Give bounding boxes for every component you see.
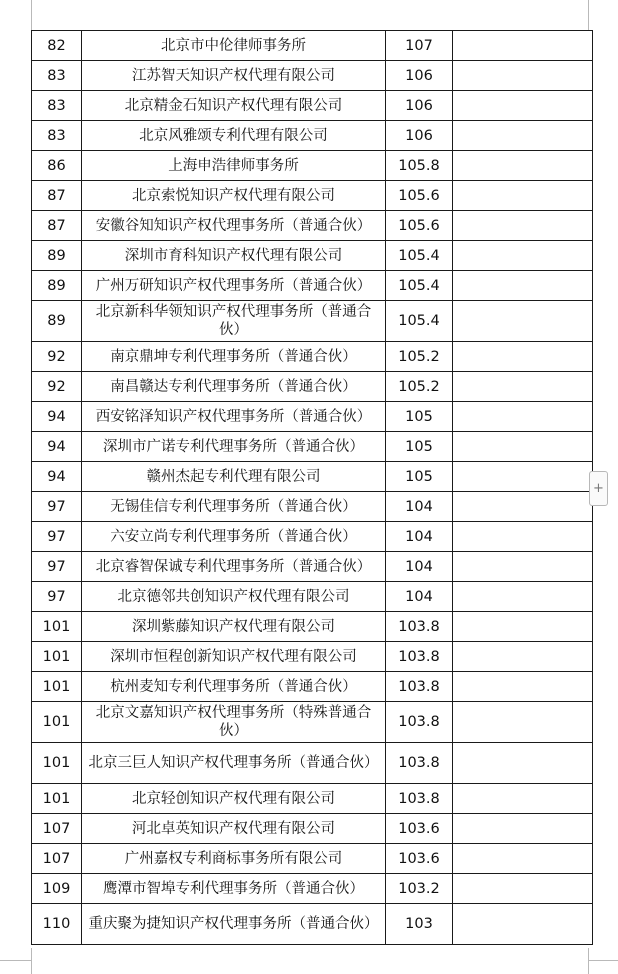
agency-name-cell[interactable]: 北京轻创知识产权代理有限公司 <box>82 784 386 814</box>
extra-cell[interactable] <box>453 271 593 301</box>
score-cell[interactable]: 103.8 <box>386 702 453 743</box>
extra-cell[interactable] <box>453 612 593 642</box>
table-row <box>32 31 593 61</box>
extra-cell[interactable] <box>453 402 593 432</box>
ranking-table <box>31 30 593 945</box>
extra-cell[interactable] <box>453 31 593 61</box>
rank-cell[interactable]: 83 <box>32 91 82 121</box>
score-cell[interactable]: 103.2 <box>386 874 453 904</box>
extra-cell[interactable] <box>453 672 593 702</box>
agency-name-cell[interactable]: 六安立尚专利代理事务所（普通合伙） <box>82 522 386 552</box>
rank-cell[interactable]: 94 <box>32 462 82 492</box>
extra-cell[interactable] <box>453 121 593 151</box>
score-cell[interactable]: 103.8 <box>386 672 453 702</box>
score-cell[interactable]: 106 <box>386 61 453 91</box>
agency-name-cell[interactable]: 鹰潭市智埠专利代理事务所（普通合伙） <box>82 874 386 904</box>
rank-cell[interactable]: 83 <box>32 121 82 151</box>
rank-cell[interactable]: 87 <box>32 211 82 241</box>
table-row <box>32 151 593 181</box>
agency-name-cell[interactable]: 上海申浩律师事务所 <box>82 151 386 181</box>
crop-mark <box>31 948 32 974</box>
extra-cell[interactable] <box>453 642 593 672</box>
score-cell[interactable]: 105.2 <box>386 342 453 372</box>
table-row <box>32 582 593 612</box>
rank-cell[interactable]: 97 <box>32 492 82 522</box>
agency-name-cell[interactable]: 深圳市恒程创新知识产权代理有限公司 <box>82 642 386 672</box>
score-cell[interactable]: 104 <box>386 492 453 522</box>
score-cell[interactable]: 105.4 <box>386 301 453 342</box>
crop-mark <box>588 960 618 961</box>
extra-cell[interactable] <box>453 904 593 945</box>
rank-cell[interactable]: 97 <box>32 582 82 612</box>
rank-cell[interactable]: 101 <box>32 672 82 702</box>
extra-cell[interactable] <box>453 372 593 402</box>
table-row <box>32 844 593 874</box>
score-cell[interactable]: 103.8 <box>386 784 453 814</box>
rank-cell[interactable]: 110 <box>32 904 82 945</box>
agency-name-cell[interactable]: 北京文嘉知识产权代理事务所（特殊普通合伙） <box>82 702 386 743</box>
table-row <box>32 271 593 301</box>
score-cell[interactable]: 106 <box>386 91 453 121</box>
agency-name-cell[interactable]: 南昌赣达专利代理事务所（普通合伙） <box>82 372 386 402</box>
rank-cell[interactable]: 92 <box>32 372 82 402</box>
rank-cell[interactable]: 92 <box>32 342 82 372</box>
score-cell[interactable]: 103.6 <box>386 844 453 874</box>
extra-cell[interactable] <box>453 702 593 743</box>
table-row <box>32 121 593 151</box>
score-cell[interactable]: 105 <box>386 432 453 462</box>
table-row <box>32 702 593 743</box>
table-row <box>32 181 593 211</box>
crop-mark <box>588 0 589 30</box>
extra-cell[interactable] <box>453 91 593 121</box>
score-cell[interactable]: 103.8 <box>386 642 453 672</box>
rank-cell[interactable]: 89 <box>32 271 82 301</box>
agency-name-cell[interactable]: 无锡佳信专利代理事务所（普通合伙） <box>82 492 386 522</box>
crop-mark <box>0 960 32 961</box>
table-row <box>32 642 593 672</box>
extra-cell[interactable] <box>453 241 593 271</box>
table-row <box>32 522 593 552</box>
agency-name-cell[interactable]: 西安铭泽知识产权代理事务所（普通合伙） <box>82 402 386 432</box>
rank-cell[interactable]: 101 <box>32 642 82 672</box>
score-cell[interactable]: 103.8 <box>386 743 453 784</box>
table-row <box>32 814 593 844</box>
crop-mark <box>31 0 32 30</box>
table-row <box>32 342 593 372</box>
extra-cell[interactable] <box>453 342 593 372</box>
table-row <box>32 743 593 784</box>
score-cell[interactable]: 105.6 <box>386 181 453 211</box>
plus-icon: + <box>593 481 604 496</box>
agency-name-cell[interactable]: 河北卓英知识产权代理有限公司 <box>82 814 386 844</box>
table-row <box>32 211 593 241</box>
agency-name-cell[interactable]: 深圳市广诺专利代理事务所（普通合伙） <box>82 432 386 462</box>
add-row-button[interactable] <box>589 471 608 506</box>
rank-cell[interactable]: 109 <box>32 874 82 904</box>
score-cell[interactable]: 105 <box>386 402 453 432</box>
crop-mark <box>588 948 589 974</box>
score-cell[interactable]: 103 <box>386 904 453 945</box>
score-cell[interactable]: 104 <box>386 552 453 582</box>
extra-cell[interactable] <box>453 61 593 91</box>
extra-cell[interactable] <box>453 301 593 342</box>
rank-cell[interactable]: 89 <box>32 301 82 342</box>
agency-name-cell[interactable]: 北京新科华领知识产权代理事务所（普通合伙） <box>82 301 386 342</box>
agency-name-cell[interactable]: 深圳市育科知识产权代理有限公司 <box>82 241 386 271</box>
extra-cell[interactable] <box>453 743 593 784</box>
agency-name-cell[interactable]: 南京鼎坤专利代理事务所（普通合伙） <box>82 342 386 372</box>
score-cell[interactable]: 105 <box>386 462 453 492</box>
score-cell[interactable]: 103.6 <box>386 814 453 844</box>
rank-cell[interactable]: 89 <box>32 241 82 271</box>
rank-cell[interactable]: 101 <box>32 612 82 642</box>
table-row <box>32 874 593 904</box>
extra-cell[interactable] <box>453 874 593 904</box>
agency-name-cell[interactable]: 安徽谷知知识产权代理事务所（普通合伙） <box>82 211 386 241</box>
agency-name-cell[interactable]: 北京德邻共创知识产权代理有限公司 <box>82 582 386 612</box>
table-row <box>32 784 593 814</box>
rank-cell[interactable]: 97 <box>32 552 82 582</box>
agency-name-cell[interactable]: 重庆聚为捷知识产权代理事务所（普通合伙） <box>82 904 386 945</box>
table-row <box>32 61 593 91</box>
rank-cell[interactable]: 101 <box>32 743 82 784</box>
rank-cell[interactable]: 97 <box>32 522 82 552</box>
extra-cell[interactable] <box>453 814 593 844</box>
agency-name-cell[interactable]: 北京索悦知识产权代理有限公司 <box>82 181 386 211</box>
extra-cell[interactable] <box>453 582 593 612</box>
score-cell[interactable]: 104 <box>386 582 453 612</box>
score-cell[interactable]: 105.2 <box>386 372 453 402</box>
extra-cell[interactable] <box>453 844 593 874</box>
agency-name-cell[interactable]: 北京精金石知识产权代理有限公司 <box>82 91 386 121</box>
score-cell[interactable]: 105.4 <box>386 241 453 271</box>
table-row <box>32 372 593 402</box>
rank-cell[interactable]: 82 <box>32 31 82 61</box>
agency-name-cell[interactable]: 北京睿智保诚专利代理事务所（普通合伙） <box>82 552 386 582</box>
table-row <box>32 301 593 342</box>
agency-name-cell[interactable]: 北京市中伦律师事务所 <box>82 31 386 61</box>
rank-cell[interactable]: 94 <box>32 402 82 432</box>
score-cell[interactable]: 107 <box>386 31 453 61</box>
extra-cell[interactable] <box>453 432 593 462</box>
extra-cell[interactable] <box>453 462 593 492</box>
score-cell[interactable]: 106 <box>386 121 453 151</box>
agency-name-cell[interactable]: 北京风雅颂专利代理有限公司 <box>82 121 386 151</box>
rank-cell[interactable]: 107 <box>32 844 82 874</box>
agency-name-cell[interactable]: 广州嘉权专利商标事务所有限公司 <box>82 844 386 874</box>
table-row <box>32 672 593 702</box>
agency-name-cell[interactable]: 江苏智天知识产权代理有限公司 <box>82 61 386 91</box>
table-body <box>32 31 593 945</box>
table-row <box>32 612 593 642</box>
agency-name-cell[interactable]: 北京三巨人知识产权代理事务所（普通合伙） <box>82 743 386 784</box>
extra-cell[interactable] <box>453 522 593 552</box>
score-cell[interactable]: 105.4 <box>386 271 453 301</box>
table-row <box>32 91 593 121</box>
rank-cell[interactable]: 101 <box>32 784 82 814</box>
rank-cell[interactable]: 86 <box>32 151 82 181</box>
extra-cell[interactable] <box>453 552 593 582</box>
rank-cell[interactable]: 94 <box>32 432 82 462</box>
table-row <box>32 462 593 492</box>
score-cell[interactable]: 104 <box>386 522 453 552</box>
table-row <box>32 904 593 945</box>
score-cell[interactable]: 103.8 <box>386 612 453 642</box>
extra-cell[interactable] <box>453 492 593 522</box>
table-row <box>32 432 593 462</box>
agency-name-cell[interactable]: 深圳紫藤知识产权代理有限公司 <box>82 612 386 642</box>
extra-cell[interactable] <box>453 784 593 814</box>
agency-name-cell[interactable]: 广州万研知识产权代理事务所（普通合伙） <box>82 271 386 301</box>
rank-cell[interactable]: 83 <box>32 61 82 91</box>
table-row <box>32 402 593 432</box>
extra-cell[interactable] <box>453 181 593 211</box>
extra-cell[interactable] <box>453 211 593 241</box>
table-row <box>32 552 593 582</box>
score-cell[interactable]: 105.8 <box>386 151 453 181</box>
rank-cell[interactable]: 107 <box>32 814 82 844</box>
rank-cell[interactable]: 87 <box>32 181 82 211</box>
score-cell[interactable]: 105.6 <box>386 211 453 241</box>
rank-cell[interactable]: 101 <box>32 702 82 743</box>
agency-name-cell[interactable]: 杭州麦知专利代理事务所（普通合伙） <box>82 672 386 702</box>
extra-cell[interactable] <box>453 151 593 181</box>
table-row <box>32 492 593 522</box>
table-row <box>32 241 593 271</box>
agency-name-cell[interactable]: 赣州杰起专利代理有限公司 <box>82 462 386 492</box>
